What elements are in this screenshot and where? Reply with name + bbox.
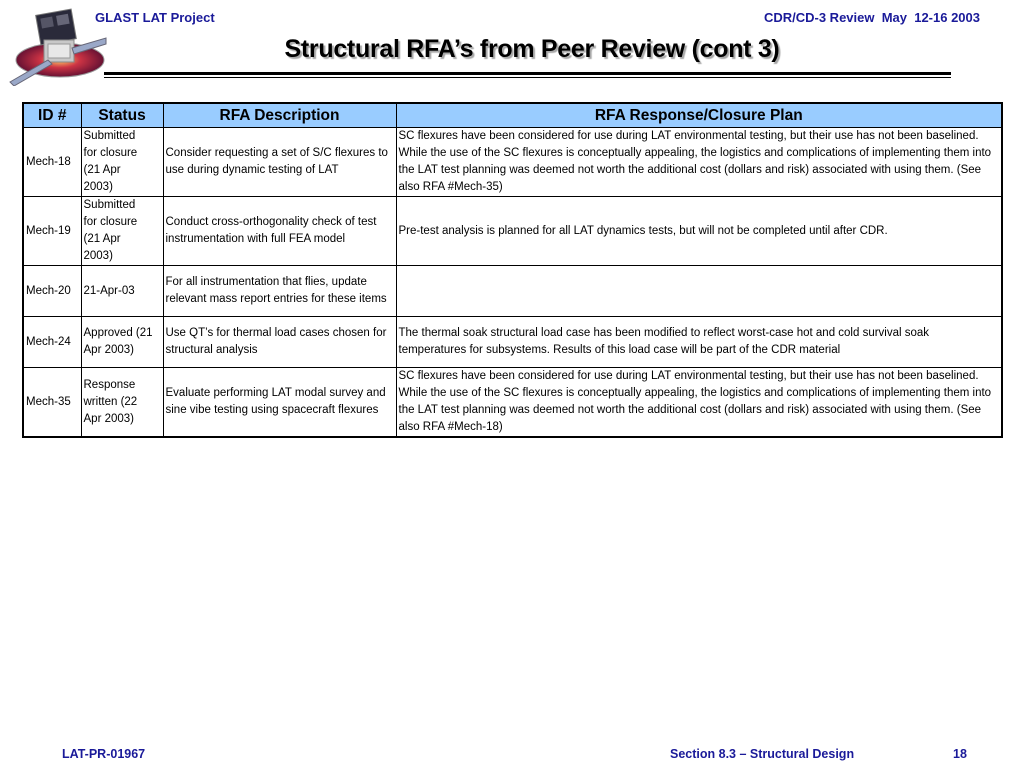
rfa-response	[396, 266, 1002, 317]
review-label: CDR/CD-3 Review May 12-16 2003	[763, 10, 980, 25]
doc-id: LAT-PR-01967	[62, 747, 146, 761]
rfa-id: Mech-20	[23, 266, 81, 317]
rfa-table	[22, 102, 1003, 438]
title-divider	[104, 72, 951, 75]
rfa-status: Response written (22 Apr 2003)	[81, 368, 163, 438]
rfa-id: Mech-35	[23, 368, 81, 438]
col-header-status: Status	[81, 103, 163, 128]
rfa-status: Submitted for closure (21 Apr 2003)	[81, 128, 163, 197]
table-row	[23, 266, 1002, 317]
project-name: GLAST LAT Project	[95, 10, 215, 25]
rfa-status: Submitted for closure (21 Apr 2003)	[81, 197, 163, 266]
page-number: 18	[953, 747, 967, 761]
rfa-description: Use QT’s for thermal load cases chosen for structural analysis	[163, 317, 396, 368]
rfa-id: Mech-18	[23, 128, 81, 197]
rfa-response: SC flexures have been considered for use during LAT environmental testing, but their use has not been baselined. While the use of the SC flexures is conceptually appealing, the logistics and complications of implementing them into the LAT test planning was deemed not worth the additional cost (dollars and risk) associated with using them. (See also RFA #Mech-35)	[396, 128, 1002, 197]
rfa-id: Mech-19	[23, 197, 81, 266]
table-row	[23, 317, 1002, 368]
rfa-response: Pre-test analysis is planned for all LAT dynamics tests, but will not be completed until after CDR.	[396, 197, 1002, 266]
rfa-description: Conduct cross-orthogonality check of test instrumentation with full FEA model	[163, 197, 396, 266]
page-title: Structural RFA’s from Peer Review (cont 3)	[284, 35, 780, 63]
col-header-id: ID #	[23, 103, 81, 128]
rfa-description: Consider requesting a set of S/C flexures to use during dynamic testing of LAT	[163, 128, 396, 197]
table-row	[23, 197, 1002, 266]
table-row	[23, 128, 1002, 197]
rfa-id: Mech-24	[23, 317, 81, 368]
col-header-description: RFA Description	[163, 103, 396, 128]
rfa-response: The thermal soak structural load case has been modified to reflect worst-case hot and cold survival soak temperatures for subsystems. Results of this load case will be part of the CDR material	[396, 317, 1002, 368]
col-header-response: RFA Response/Closure Plan	[396, 103, 1002, 128]
section-label: Section 8.3 – Structural Design	[670, 747, 855, 761]
rfa-description: Evaluate performing LAT modal survey and sine vibe testing using spacecraft flexures	[163, 368, 396, 438]
title-divider-thin	[104, 77, 951, 78]
rfa-status: 21-Apr-03	[81, 266, 163, 317]
rfa-status: Approved (21 Apr 2003)	[81, 317, 163, 368]
rfa-description: For all instrumentation that flies, update relevant mass report entries for these items	[163, 266, 396, 317]
rfa-response: SC flexures have been considered for use during LAT environmental testing, but their use has not been baselined. While the use of the SC flexures is conceptually appealing, the logistics and complications of implementing them into the LAT test planning was deemed not worth the additional cost (dollars and risk) associated with using them. (See also RFA #Mech-18)	[396, 368, 1002, 438]
table-header-row	[23, 103, 1002, 128]
table-row	[23, 368, 1002, 438]
